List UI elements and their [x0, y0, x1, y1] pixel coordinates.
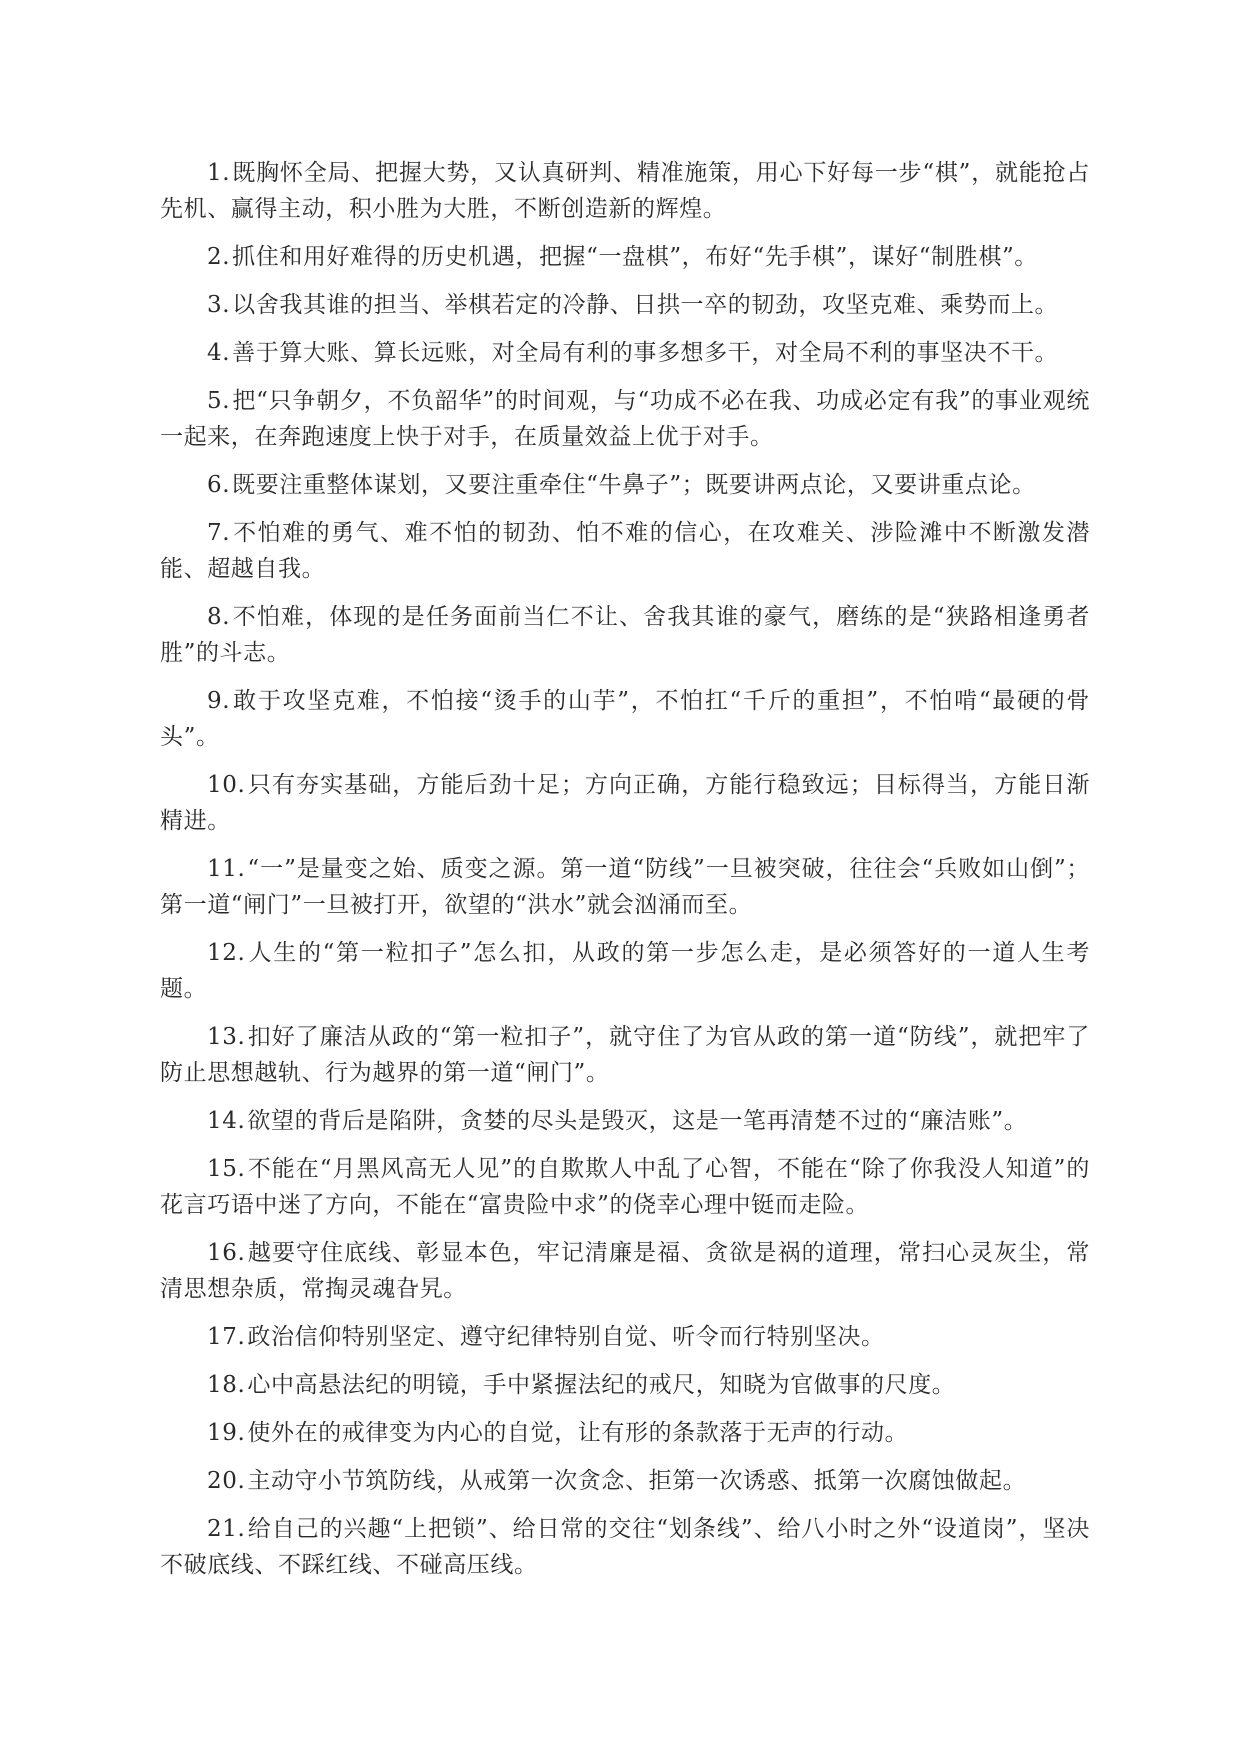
paragraph-text: 只有夯实基础，方能后劲十足；方向正确，方能行稳致远；目标得当，方能日渐精进。: [160, 772, 1090, 834]
paragraph-15: [160, 1151, 1090, 1223]
paragraph-number: 8.: [207, 604, 231, 630]
paragraph-text: 越要守住底线、彰显本色，牢记清廉是福、贪欲是祸的道理，常扫心灵灰尘，常清思想杂质，常掏灵魂旮旯。: [160, 1240, 1090, 1302]
paragraph-number: 14.: [207, 1108, 246, 1134]
document-body: [160, 155, 1090, 1595]
paragraph-14: [160, 1103, 1090, 1139]
paragraph-text: 政治信仰特别坚定、遵守纪律特别自觉、听令而行特别坚决。: [247, 1324, 885, 1350]
paragraph-number: 18.: [207, 1372, 246, 1398]
paragraph-number: 9.: [207, 688, 231, 714]
paragraph-text: 不怕难的勇气、难不怕的韧劲、怕不难的信心，在攻难关、涉险滩中不断激发潜能、超越自我。: [160, 520, 1090, 582]
paragraph-7: [160, 515, 1090, 587]
paragraph-number: 2.: [207, 244, 231, 270]
paragraph-number: 13.: [207, 1024, 246, 1050]
paragraph-number: 17.: [207, 1324, 246, 1350]
paragraph-5: [160, 383, 1090, 455]
paragraph-number: 20.: [207, 1468, 246, 1494]
paragraph-text: 既要注重整体谋划，又要注重牵住“牛鼻子”；既要讲两点论，又要讲重点论。: [232, 472, 1036, 498]
paragraph-2: [160, 239, 1090, 275]
paragraph-text: 主动守小节筑防线，从戒第一次贪念、拒第一次诱惑、抵第一次腐蚀做起。: [247, 1468, 1027, 1494]
paragraph-text: 使外在的戒律变为内心的自觉，让有形的条款落于无声的行动。: [247, 1420, 909, 1446]
paragraph-number: 15.: [207, 1156, 246, 1182]
paragraph-3: [160, 287, 1090, 323]
paragraph-17: [160, 1319, 1090, 1355]
paragraph-text: 给自己的兴趣“上把锁”、给日常的交往“划条线”、给八小时之外“设道岗”，坚决不破底线、不踩红线、不碰高压线。: [160, 1516, 1090, 1578]
paragraph-18: [160, 1367, 1090, 1403]
paragraph-8: [160, 599, 1090, 671]
paragraph-text: 扣好了廉洁从政的“第一粒扣子”，就守住了为官从政的第一道“防线”，就把牢了防止思想越轨、行为越界的第一道“闸门”。: [160, 1024, 1090, 1086]
paragraph-text: 善于算大账、算长远账，对全局有利的事多想多干，对全局不利的事坚决不干。: [232, 340, 1059, 366]
paragraph-text: 不怕难，体现的是任务面前当仁不让、舍我其谁的豪气，磨练的是“狭路相逢勇者胜”的斗志。: [160, 604, 1090, 666]
paragraph-number: 21.: [207, 1516, 246, 1542]
paragraph-text: 欲望的背后是陷阱，贪婪的尽头是毁灭，这是一笔再清楚不过的“廉洁账”。: [247, 1108, 1028, 1134]
paragraph-19: [160, 1415, 1090, 1451]
paragraph-21: [160, 1511, 1090, 1583]
paragraph-text: 把“只争朝夕，不负韶华”的时间观，与“功成不必在我、功成必定有我”的事业观统一起来，在奔跑速度上快于对手，在质量效益上优于对手。: [160, 388, 1090, 450]
paragraph-number: 19.: [207, 1420, 246, 1446]
paragraph-10: [160, 767, 1090, 839]
paragraph-number: 12.: [207, 940, 246, 966]
paragraph-text: 人生的“第一粒扣子”怎么扣，从政的第一步怎么走，是必须答好的一道人生考题。: [160, 940, 1090, 1002]
paragraph-number: 5.: [207, 388, 231, 414]
paragraph-number: 10.: [207, 772, 246, 798]
paragraph-number: 4.: [207, 340, 231, 366]
paragraph-16: [160, 1235, 1090, 1307]
paragraph-number: 11.: [207, 856, 246, 882]
paragraph-9: [160, 683, 1090, 755]
paragraph-text: 抓住和用好难得的历史机遇，把握“一盘棋”，布好“先手棋”，谋好“制胜棋”。: [232, 244, 1038, 270]
paragraph-text: 心中高悬法纪的明镜，手中紧握法纪的戒尺，知晓为官做事的尺度。: [247, 1372, 956, 1398]
paragraph-13: [160, 1019, 1090, 1091]
paragraph-text: 以舍我其谁的担当、举棋若定的冷静、日拱一卒的韧劲，攻坚克难、乘势而上。: [232, 292, 1059, 318]
paragraph-text: “一”是量变之始、质变之源。第一道“防线”一旦被突破，往往会“兵败如山倒”；第一道“闸门”一旦被打开，欲望的“洪水”就会汹涌而至。: [160, 856, 1090, 918]
paragraph-text: 敢于攻坚克难，不怕接“烫手的山芋”，不怕扛“千斤的重担”，不怕啃“最硬的骨头”。: [160, 688, 1090, 750]
paragraph-1: [160, 155, 1090, 227]
paragraph-12: [160, 935, 1090, 1007]
paragraph-number: 7.: [207, 520, 231, 546]
paragraph-number: 6.: [207, 472, 231, 498]
paragraph-20: [160, 1463, 1090, 1499]
paragraph-6: [160, 467, 1090, 503]
paragraph-11: [160, 851, 1090, 923]
paragraph-number: 16.: [207, 1240, 246, 1266]
paragraph-4: [160, 335, 1090, 371]
paragraph-text: 既胸怀全局、把握大势，又认真研判、精准施策，用心下好每一步“棋”，就能抢占先机、赢得主动，积小胜为大胜，不断创造新的辉煌。: [160, 160, 1090, 222]
paragraph-text: 不能在“月黑风高无人见”的自欺欺人中乱了心智，不能在“除了你我没人知道”的花言巧语中迷了方向，不能在“富贵险中求”的侥幸心理中铤而走险。: [160, 1156, 1090, 1218]
paragraph-number: 1.: [207, 160, 231, 186]
paragraph-number: 3.: [207, 292, 231, 318]
